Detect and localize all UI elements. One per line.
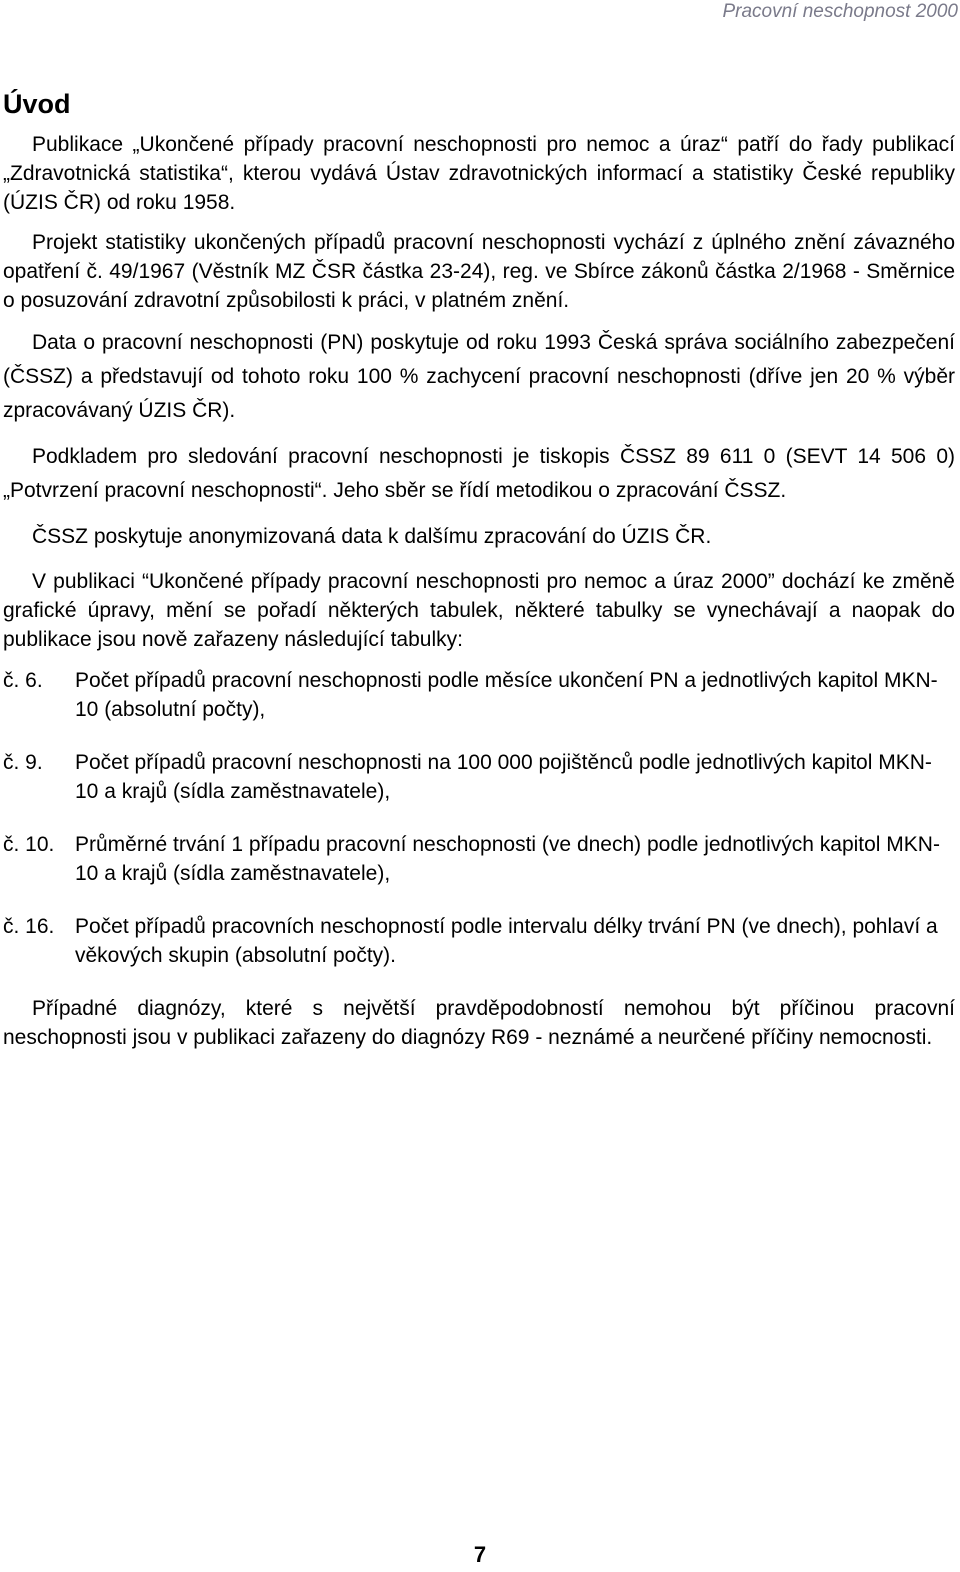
main-content — [3, 130, 955, 1052]
list-item — [3, 830, 955, 888]
table-description: Průměrné trvání 1 případu pracovní neschopnosti (ve dnech) podle jednotlivých kapitol MKN-10 a krajů (sídla zaměstnavatele), — [75, 833, 940, 885]
paragraph-diagnoses: Případné diagnózy, které s největší pravděpodobností nemohou být příčinou pracovní neschopnosti jsou v publikaci zařazeny do diagnózy R69 - neznámé a neurčené příčiny nemocnosti. — [3, 997, 955, 1049]
table-description: Počet případů pracovní neschopnosti na 100 000 pojištěnců podle jednotlivých kapitol MKN-10 a krajů (sídla zaměstnavatele), — [75, 751, 932, 803]
list-item — [3, 912, 955, 970]
list-item — [3, 666, 955, 724]
paragraph-data-source: Data o pracovní neschopnosti (PN) poskytuje od roku 1993 Česká správa sociálního zabezpečení (ČSSZ) a představují od tohoto roku 100 % zachycení pracovní neschopnosti (dříve jen 20 % výběr zpracovávaný ÚZIS ČR). — [3, 331, 955, 422]
running-header: Pracovní neschopnost 2000 — [722, 1, 958, 22]
list-item — [3, 748, 955, 806]
paragraph-anonymized-data: ČSSZ poskytuje anonymizovaná data k dalšímu zpracování do ÚZIS ČR. — [32, 525, 712, 548]
table-number: č. 6. — [3, 669, 43, 692]
section-title: Úvod — [3, 89, 71, 119]
new-tables-list — [3, 666, 955, 970]
paragraph-project-basis: Projekt statistiky ukončených případů pracovní neschopnosti vychází z úplného znění závazného opatření č. 49/1967 (Věstník MZ ČSR částka 23-24), reg. ve Sbírce zákonů částka 2/1968 - Směrnice o posuzování zdravotní způsobilosti k práci, v platném znění. — [3, 231, 955, 312]
table-number: č. 10. — [3, 833, 55, 856]
paragraph-publication-intro: Publikace „Ukončené případy pracovní neschopnosti pro nemoc a úraz“ patří do řady publikací „Zdravotnická statistika“, kterou vydává Ústav zdravotnických informací a statistiky České republiky (ÚZIS ČR) od roku 1958. — [3, 133, 955, 214]
table-description: Počet případů pracovních neschopností podle intervalu délky trvání PN (ve dnech), pohlaví a věkových skupin (absolutní počty). — [75, 915, 938, 967]
table-description: Počet případů pracovní neschopnosti podle měsíce ukončení PN a jednotlivých kapitol MKN-10 (absolutní počty), — [75, 669, 938, 721]
table-number: č. 9. — [3, 751, 43, 774]
paragraph-changes: V publikaci “Ukončené případy pracovní neschopnosti pro nemoc a úraz 2000” dochází ke změně grafické úpravy, mění se pořadí některých tabulek, některé tabulky se vynechávají a naopak do publikace jsou nově zařazeny následující tabulky: — [3, 570, 955, 651]
paragraph-form-basis: Podkladem pro sledování pracovní neschopnosti je tiskopis ČSSZ 89 611 0 (SEVT 14 506 0) „Potvrzení pracovní neschopnosti“. Jeho sběr se řídí metodikou o zpracování ČSSZ. — [3, 445, 955, 502]
page-number: 7 — [473, 1542, 487, 1567]
table-number: č. 16. — [3, 915, 55, 938]
